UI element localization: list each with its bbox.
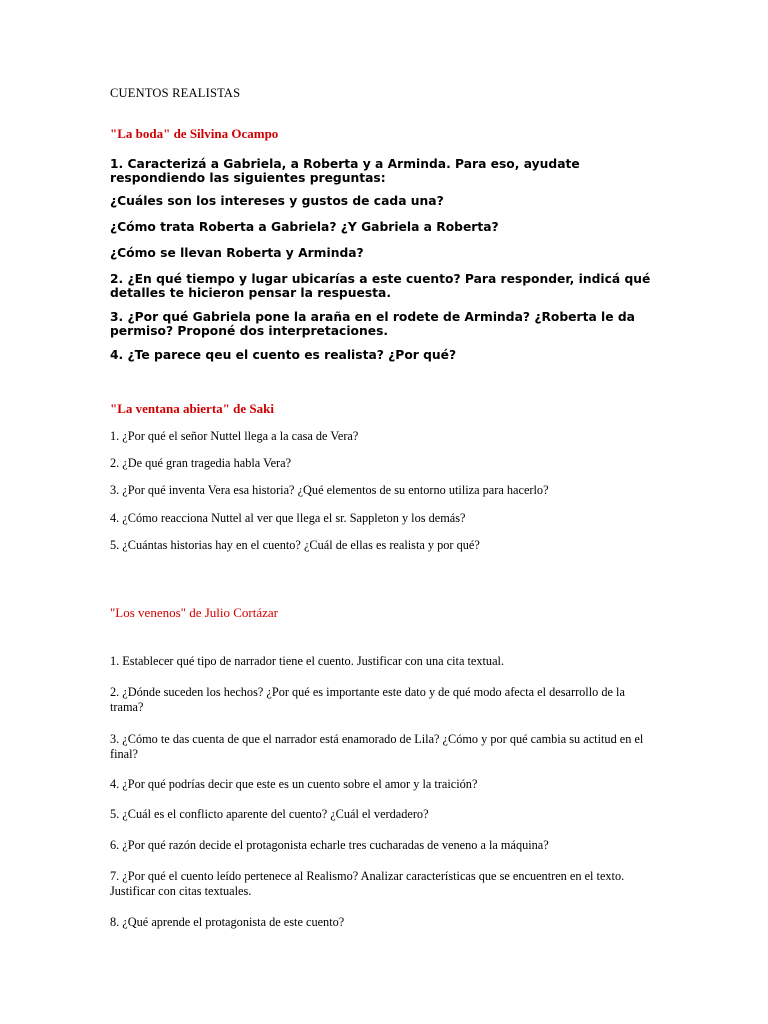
- question-item: 5. ¿Cuántas historias hay en el cuento? ¿Cuál de ellas es realista y por qué?: [110, 538, 480, 552]
- question-item: ¿Cómo trata Roberta a Gabriela? ¿Y Gabriela a Roberta?: [110, 220, 499, 234]
- question-item: ¿Cómo se llevan Roberta y Arminda?: [110, 246, 364, 260]
- question-item: 3. ¿Cómo te das cuenta de que el narrador está enamorado de Lila? ¿Cómo y por qué cambia su actitud en el final?: [110, 732, 644, 761]
- question-item: 2. ¿De qué gran tragedia habla Vera?: [110, 456, 292, 470]
- question-item: 1. ¿Por qué el señor Nuttel llega a la casa de Vera?: [110, 429, 359, 443]
- section-heading-la-boda: "La boda" de Silvina Ocampo: [110, 126, 279, 141]
- question-item: 4. ¿Te parece qeu el cuento es realista? ¿Por qué?: [110, 348, 457, 362]
- question-item: 7. ¿Por qué el cuento leído pertenece al Realismo? Analizar características que se encuentren en el texto. Justificar con citas textuales.: [110, 869, 625, 898]
- question-item: 2. ¿En qué tiempo y lugar ubicarías a este cuento? Para responder, indicá qué detalles te hicieron pensar la respuesta.: [110, 272, 651, 300]
- question-item: 2. ¿Dónde suceden los hechos? ¿Por qué es importante este dato y de qué modo afecta el desarrollo de la trama?: [110, 685, 625, 714]
- question-item: 3. ¿Por qué inventa Vera esa historia? ¿Qué elementos de su entorno utiliza para hacerlo?: [110, 483, 549, 497]
- question-item: 3. ¿Por qué Gabriela pone la araña en el rodete de Arminda? ¿Roberta le da permiso? Proponé dos interpretaciones.: [110, 310, 635, 338]
- question-item: 1. Caracterizá a Gabriela, a Roberta y a Arminda. Para eso, ayudate respondiendo las siguientes preguntas:: [110, 157, 580, 185]
- question-item: ¿Cuáles son los intereses y gustos de cada una?: [110, 194, 444, 208]
- question-item: 5. ¿Cuál es el conflicto aparente del cuento? ¿Cuál el verdadero?: [110, 807, 429, 821]
- section-heading-los-venenos: "Los venenos" de Julio Cortázar: [110, 605, 279, 620]
- question-item: 1. Establecer qué tipo de narrador tiene el cuento. Justificar con una cita textual.: [110, 654, 505, 668]
- question-item: 4. ¿Por qué podrías decir que este es un cuento sobre el amor y la traición?: [110, 777, 478, 791]
- question-item: 6. ¿Por qué razón decide el protagonista echarle tres cucharadas de veneno a la máquina?: [110, 838, 549, 852]
- document-title: CUENTOS REALISTAS: [110, 86, 241, 100]
- section-heading-la-ventana-abierta: "La ventana abierta" de Saki: [110, 401, 274, 416]
- question-item: 4. ¿Cómo reacciona Nuttel al ver que llega el sr. Sappleton y los demás?: [110, 511, 466, 525]
- question-item: 8. ¿Qué aprende el protagonista de este cuento?: [110, 915, 345, 929]
